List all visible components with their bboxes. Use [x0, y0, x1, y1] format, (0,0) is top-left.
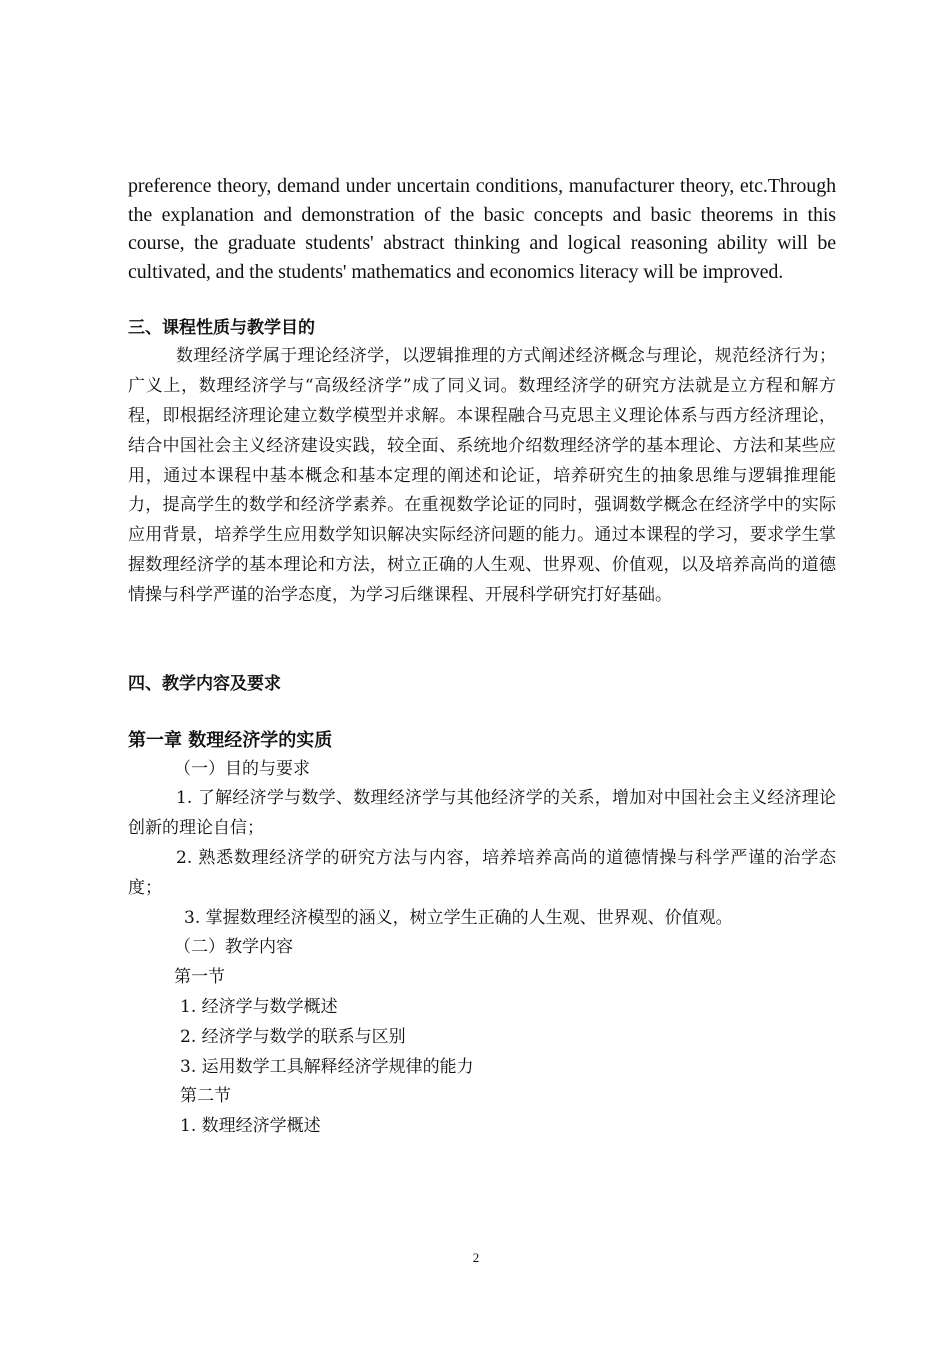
goal-item: 1. 了解经济学与数学、数理经济学与其他经济学的关系，增加对中国社会主义经济理论创新的理论自信；: [128, 788, 836, 839]
content-item: 2. 经济学与数学的联系与区别: [180, 1026, 406, 1047]
content-heading: （二）教学内容: [174, 937, 293, 958]
goal-item: 2. 熟悉数理经济学的研究方法与内容，培养培养高尚的道德情操与科学严谨的治学态度；: [128, 847, 836, 898]
section-title: 第二节: [180, 1086, 231, 1107]
page-content: [128, 172, 836, 1142]
content-item: 1. 数理经济学概述: [180, 1116, 321, 1137]
goal-item: 3. 掌握数理经济模型的涵义，树立学生正确的人生观、世界观、价值观。: [184, 907, 733, 928]
page-number: 2: [472, 1250, 480, 1265]
content-item: 1. 经济学与数学概述: [180, 996, 338, 1017]
section3-heading: 三、课程性质与教学目的: [128, 318, 315, 339]
goal-heading: （一）目的与要求: [174, 758, 310, 779]
chapter1-title: 第一章 数理经济学的实质: [128, 729, 333, 751]
section3-body: 数理经济学属于理论经济学，以逻辑推理的方式阐述经济概念与理论，规范经济行为；广义上，数理经济学与“高级经济学”成了同义词。数理经济学的研究方法就是立方程和解方程，即根据经济理论建立数学模型并求解。本课程融合马克思主义理论体系与西方经济理论，结合中国社会主义经济建设实践，较全面、系统地介绍数理经济学的基本理论、方法和某些应用，通过本课程中基本概念和基本定理的阐述和论证，培养研究生的抽象思维与逻辑推理能力，提高学生的数学和经济学素养。在重视数学论证的同时，强调数学概念在经济学中的实际应用背景，培养学生应用数学知识解决实际经济问题的能力。通过本课程的学习，要求学生掌握数理经济学的基本理论和方法，树立正确的人生观、世界观、价值观，以及培养高尚的道德情操与科学严谨的治学态度，为学习后继课程、开展科学研究打好基础。: [128, 346, 836, 605]
content-item: 3. 运用数学工具解释经济学规律的能力: [180, 1056, 474, 1077]
intro-english-paragraph: preference theory, demand under uncertain conditions, manufacturer theory, etc.Through the explanation and demonstration of the basic concepts and basic theorems in this course, the graduate students' abstract thinking and logical reasoning ability will be cultivated, and the students' mathematics and economics literacy will be improved.: [128, 175, 836, 283]
section-title: 第一节: [174, 967, 225, 988]
section4-heading: 四、教学内容及要求: [128, 673, 281, 694]
